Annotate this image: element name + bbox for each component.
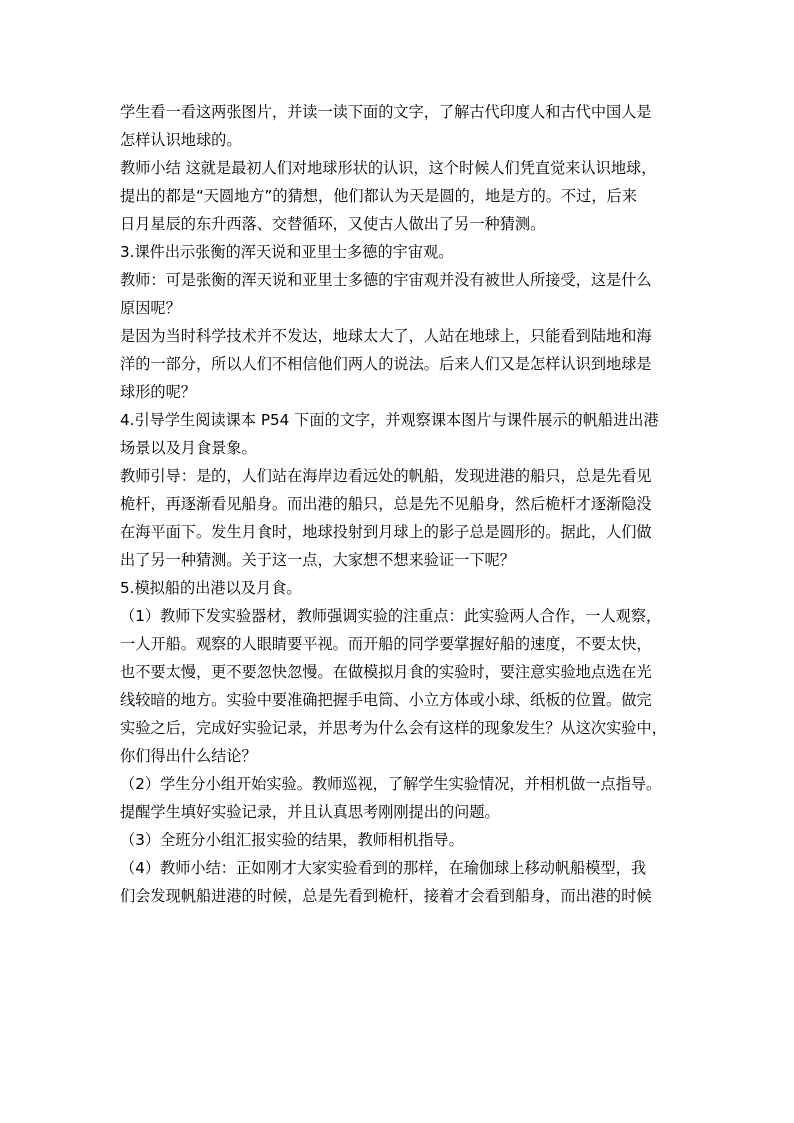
text-line: 是因为当时科学技术并不发达，地球太大了，人站在地球上，只能看到陆地和海 (120, 327, 652, 345)
text-line: 线较暗的地方。实验中要准确把握手电筒、小立方体或小球、纸板的位置。做完 (120, 691, 652, 709)
text-line: （1）教师下发实验器材，教师强调实验的注重点：此实验两人合作，一人观察， (120, 607, 662, 625)
text-line: 提出的都是“天圆地方”的猜想，他们都认为天是圆的，地是方的。不过，后来 (120, 187, 637, 205)
text-line: 学生看一看这两张图片，并读一读下面的文字，了解古代印度人和古代中国人是 (120, 103, 652, 121)
text-line: （4）教师小结：正如刚才大家实验看到的那样，在瑜伽球上移动帆船模型，我 (120, 859, 647, 877)
text-line: 球形的呢？ (120, 383, 196, 401)
text-line: 们会发现帆船进港的时候，总是先看到桅杆，接着才会看到船身，而出港的时候 (120, 887, 652, 905)
text-line: 在海平面下。发生月食时，地球投射到月球上的影子总是圆形的。据此，人们做 (120, 523, 652, 541)
text-line: 出了另一种猜测。关于这一点，大家想不想来验证一下呢？ (120, 551, 515, 569)
text-line: 洋的一部分，所以人们不相信他们两人的说法。后来人们又是怎样认识到地球是 (120, 355, 652, 373)
text-line: 实验之后，完成好实验记录，并思考为什么会有这样的现象发生？从这次实验中， (120, 719, 667, 737)
text-line: 原因呢？ (120, 299, 181, 317)
text-line: 怎样认识地球的。 (120, 131, 242, 149)
text-line: 5.模拟船的出港以及月食。 (120, 579, 302, 597)
document-body (120, 98, 680, 910)
text-line: 教师：可是张衡的浑天说和亚里士多德的宇宙观并没有被世人所接受，这是什么 (120, 271, 652, 289)
text-line: 场景以及月食景象。 (120, 439, 257, 457)
text-line: 4.引导学生阅读课本 P54 下面的文字，并观察课本图片与课件展示的帆船进出港 (120, 411, 659, 429)
text-line: 3.课件出示张衡的浑天说和亚里士多德的宇宙观。 (120, 243, 454, 261)
text-line: 提醒学生填好实验记录，并且认真思考刚刚提出的问题。 (120, 803, 500, 821)
text-line: 一人开船。观察的人眼睛要平视。而开船的同学要掌握好船的速度，不要太快， (120, 635, 652, 653)
text-line: （2）学生分小组开始实验。教师巡视，了解学生实验情况，并相机做一点指导。 (120, 775, 662, 793)
text-line: 教师引导：是的，人们站在海岸边看远处的帆船，发现进港的船只，总是先看见 (120, 467, 652, 485)
text-line: 你们得出什么结论？ (120, 747, 257, 765)
text-line: 桅杆，再逐渐看见船身。而出港的船只，总是先不见船身，然后桅杆才逐渐隐没 (120, 495, 652, 513)
text-line: （3）全班分小组汇报实验的结果，教师相机指导。 (120, 831, 464, 849)
text-line: 教师小结 这就是最初人们对地球形状的认识，这个时候人们凭直觉来认识地球， (120, 159, 657, 177)
text-line: 日月星辰的东升西落、交替循环，又使古人做出了另一种猜测。 (120, 215, 546, 233)
text-line: 也不要太慢，更不要忽快忽慢。在做模拟月食的实验时，要注意实验地点选在光 (120, 663, 652, 681)
